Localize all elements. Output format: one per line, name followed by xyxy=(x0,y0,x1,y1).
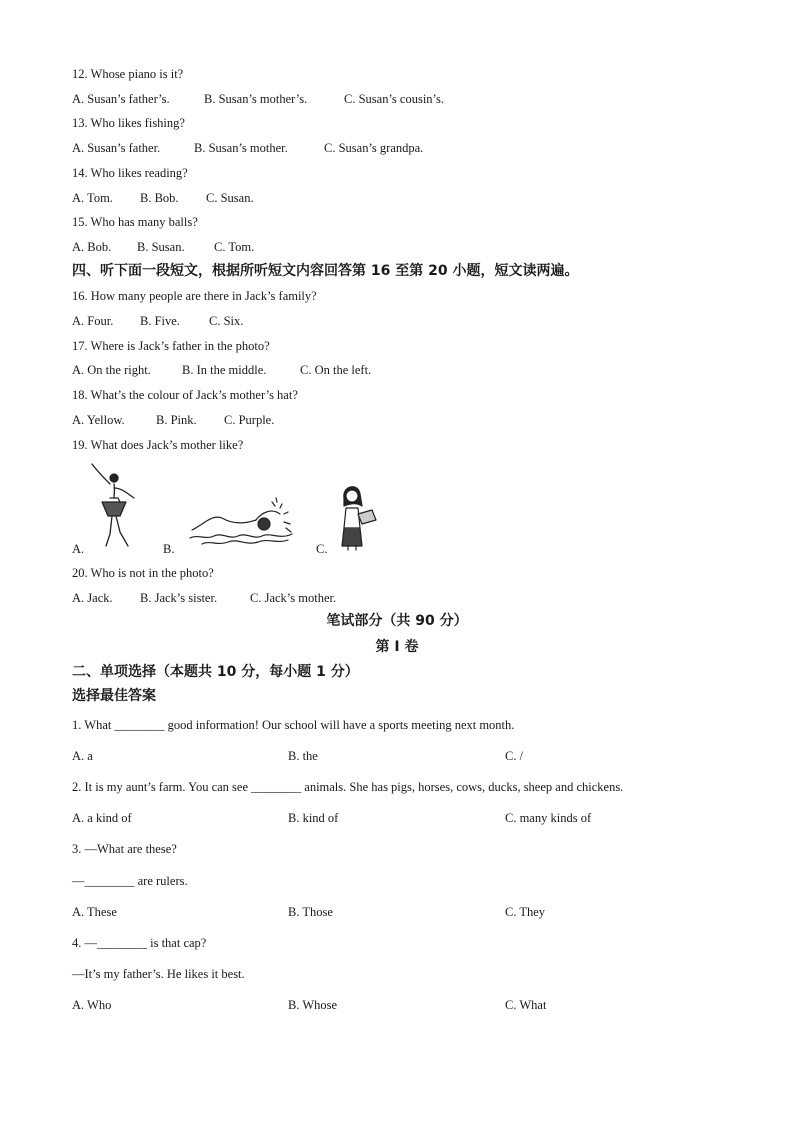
q17-option-c: C. On the left. xyxy=(300,363,372,377)
q20-option-c: C. Jack’s mother. xyxy=(250,591,337,605)
written-section-title: 笔试部分（共 90 分） xyxy=(326,613,468,629)
q17-stem: 17. Where is Jack’s father in the photo? xyxy=(72,339,270,353)
w-q3-option-c: C. They xyxy=(505,905,546,919)
w-q4-reply: —It’s my father’s. He likes it best. xyxy=(72,967,245,981)
q18-option-c: C. Purple. xyxy=(224,413,275,427)
q15-option-b: B. Susan. xyxy=(137,240,185,254)
q19-stem: 19. What does Jack’s mother like? xyxy=(72,438,244,452)
q18-stem: 18. What’s the colour of Jack’s mother’s hat? xyxy=(72,388,298,402)
w-q2-option-b: B. kind of xyxy=(288,811,339,825)
q12-option-c: C. Susan’s cousin’s. xyxy=(344,92,445,106)
w-q3-option-b: B. Those xyxy=(288,905,333,919)
q14-option-b: B. Bob. xyxy=(140,191,179,205)
q20-option-a: A. Jack. xyxy=(72,591,113,605)
q16-option-c: C. Six. xyxy=(209,314,244,328)
w-q2-option-a: A. a kind of xyxy=(72,811,132,825)
q13-option-a: A. Susan’s father. xyxy=(72,141,161,155)
q14-stem: 14. Who likes reading? xyxy=(72,166,188,180)
q13-stem: 13. Who likes fishing? xyxy=(72,116,185,130)
q19-option-b-label: B. xyxy=(163,542,175,556)
swimmer-image xyxy=(188,494,298,548)
section4-heading: 四、听下面一段短文，根据所听短文内容回答第 16 至第 20 小题，短文读两遍。 xyxy=(72,263,579,279)
q12-option-a: A. Susan’s father’s. xyxy=(72,92,170,106)
q14-option-c: C. Susan. xyxy=(206,191,254,205)
q19-option-a-label: A. xyxy=(72,542,85,556)
w-q1-option-c: C. / xyxy=(505,749,524,763)
girl-reading-image xyxy=(332,480,380,552)
ballet-dancer-image xyxy=(84,458,156,550)
w-q3-stem: 3. —What are these? xyxy=(72,842,177,856)
q15-option-c: C. Tom. xyxy=(214,240,255,254)
q20-option-b: B. Jack’s sister. xyxy=(140,591,218,605)
w-q1-option-b: B. the xyxy=(288,749,318,763)
q19-option-c-label: C. xyxy=(316,542,328,556)
w-q2-option-c: C. many kinds of xyxy=(505,811,592,825)
q17-option-b: B. In the middle. xyxy=(182,363,267,377)
q12-option-b: B. Susan’s mother’s. xyxy=(204,92,308,106)
q13-option-c: C. Susan’s grandpa. xyxy=(324,141,424,155)
q13-option-b: B. Susan’s mother. xyxy=(194,141,288,155)
w-q4-option-b: B. Whose xyxy=(288,998,338,1012)
q16-option-b: B. Five. xyxy=(140,314,180,328)
q18-option-a: A. Yellow. xyxy=(72,413,125,427)
w-q4-option-c: C. What xyxy=(505,998,547,1012)
q14-option-a: A. Tom. xyxy=(72,191,113,205)
q15-stem: 15. Who has many balls? xyxy=(72,215,198,229)
w-q4-stem: 4. —________ is that cap? xyxy=(72,936,207,950)
q15-option-a: A. Bob. xyxy=(72,240,112,254)
q16-option-a: A. Four. xyxy=(72,314,114,328)
w-q1-option-a: A. a xyxy=(72,749,93,763)
q12-stem: 12. Whose piano is it? xyxy=(72,67,184,81)
w-q4-option-a: A. Who xyxy=(72,998,112,1012)
w-q2-stem: 2. It is my aunt’s farm. You can see ________ animals. She has pigs, horses, cows, ducks, sheep and chickens. xyxy=(72,780,624,794)
instruction: 选择最佳答案 xyxy=(72,688,156,704)
q20-stem: 20. Who is not in the photo? xyxy=(72,566,214,580)
w-q3-option-a: A. These xyxy=(72,905,117,919)
w-q3-reply: —________ are rulers. xyxy=(72,874,188,888)
section2-heading: 二、单项选择（本题共 10 分，每小题 1 分） xyxy=(72,664,359,680)
q17-option-a: A. On the right. xyxy=(72,363,151,377)
w-q1-stem: 1. What ________ good information! Our school will have a sports meeting next month. xyxy=(72,718,515,732)
q18-option-b: B. Pink. xyxy=(156,413,197,427)
volume-title: 第 I 卷 xyxy=(375,639,419,655)
q16-stem: 16. How many people are there in Jack’s family? xyxy=(72,289,317,303)
